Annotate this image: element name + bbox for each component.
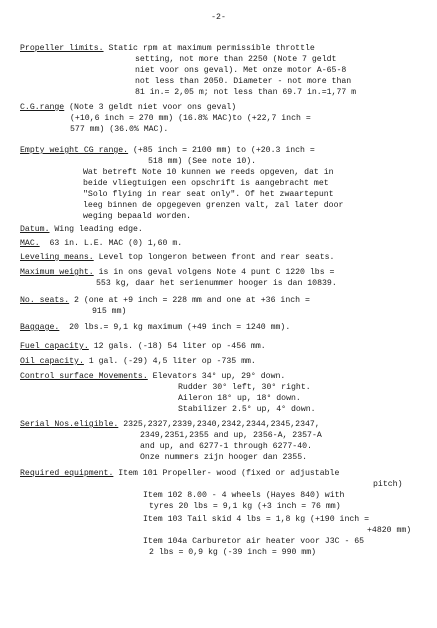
seats-label: No. seats. — [20, 296, 70, 305]
mac-label: MAC. — [20, 239, 40, 248]
seats-text: 2 (one at +9 inch = 228 mm and one at +36 inch = — [69, 296, 310, 305]
mac-line — [20, 239, 182, 249]
fuel-label: Fuel capacity. — [20, 342, 89, 351]
equipment-text: Item 101 Propeller- wood (fixed or adjustable — [113, 469, 340, 478]
control-text: Elevators 34° up, 29° down. — [147, 372, 286, 381]
max-weight-label: Maximum weight. — [20, 268, 94, 277]
equipment-line-3: Item 102 8.00 - 4 wheels (Hayes 840) with — [143, 491, 345, 500]
propeller-limits-line-1 — [20, 44, 315, 54]
propeller-limits-line-2: setting, not more than 2250 (Note 7 geldt — [135, 55, 337, 64]
datum-label: Datum. — [20, 225, 50, 234]
leveling-label: Leveling means. — [20, 253, 94, 262]
serial-line-3: and up, and 6277-1 through 6277-40. — [140, 442, 312, 451]
empty-weight-cg-label: Empty weight CG range. — [20, 146, 129, 155]
fuel-line — [20, 342, 266, 352]
empty-weight-cg-line-2: 518 mm) (See note 10). — [148, 157, 257, 166]
propeller-limits-label: Propeller limits. — [20, 44, 104, 53]
empty-weight-cg-text: (+85 inch = 2100 mm) to (+20.3 inch = — [128, 146, 315, 155]
serial-line-2: 2349,2351,2355 and up, 2356-A, 2357-A — [140, 431, 322, 440]
equipment-line-7: Item 104a Carburetor air heater voor J3C - 65 — [143, 537, 365, 546]
empty-weight-cg-line-3: Wat betreft Note 10 kunnen we reeds opgeven, dat in — [83, 168, 334, 177]
max-weight-line-1 — [20, 268, 334, 278]
cg-range-label: C.G.range — [20, 103, 65, 112]
equipment-line-8: 2 lbs = 0,9 kg (-39 inch = 990 mm) — [149, 548, 317, 557]
equipment-line-6: +4820 mm) — [367, 526, 412, 535]
control-line-1 — [20, 372, 285, 382]
baggage-text: 20 lbs.= 9,1 kg maximum (+49 inch = 1240 mm). — [59, 323, 291, 332]
page-number: -2- — [211, 13, 226, 22]
serial-line-4: Onze nummers zijn hooger dan 2355. — [140, 453, 308, 462]
equipment-line-5: Item 103 Tail skid 4 lbs = 1,8 kg (+190 inch = — [143, 515, 370, 524]
max-weight-text: is in ons geval volgens Note 4 punt C 1220 lbs = — [93, 268, 335, 277]
leveling-text: Level top longeron between front and rear seats. — [93, 253, 335, 262]
control-line-3: Aileron 18° up, 18° down. — [178, 394, 301, 403]
fuel-text: 12 gals. (-18) 54 liter op -456 mm. — [88, 342, 266, 351]
propeller-limits-line-4: not less than 2050. Diameter - not more than — [135, 77, 352, 86]
oil-line — [20, 357, 256, 367]
seats-line-2: 915 mm) — [92, 307, 127, 316]
control-line-2: Rudder 30° left, 30° right. — [178, 383, 311, 392]
datum-text: Wing leading edge. — [49, 225, 143, 234]
empty-weight-cg-line-1 — [20, 146, 315, 156]
cg-range-line-3: 577 mm) (36.0% MAC). — [70, 125, 169, 134]
cg-range-line-1 — [20, 103, 236, 113]
control-label: Control surface Movements. — [20, 372, 148, 381]
empty-weight-cg-line-6: leeg binnen de opgegeven grenzen valt, zal later door — [83, 201, 344, 210]
propeller-limits-text: Static rpm at maximum permissible throttle — [103, 44, 315, 53]
mac-text: 63 in. L.E. MAC (0) 1,60 m. — [39, 239, 183, 248]
serial-label: Serial Nos.eligible. — [20, 420, 119, 429]
baggage-line — [20, 323, 290, 333]
propeller-limits-line-5: 81 in.= 2,05 m; not less than 69.7 in.=1,77 m — [135, 88, 357, 97]
cg-range-line-2: (+10,6 inch = 270 mm) (16.8% MAC)to (+22,7 inch = — [70, 114, 311, 123]
propeller-limits-line-3: niet voor ons geval). Met onze motor A-65-8 — [135, 66, 347, 75]
datum-line — [20, 225, 143, 235]
oil-text: 1 gal. (-29) 4,5 liter op -735 mm. — [83, 357, 256, 366]
serial-line-1 — [20, 420, 320, 430]
cg-range-text: (Note 3 geldt niet voor ons geval) — [64, 103, 237, 112]
equipment-line-2: pitch) — [373, 480, 403, 489]
control-line-4: Stabilizer 2.5° up, 4° down. — [178, 405, 316, 414]
empty-weight-cg-line-4: beide vliegtuigen een opschrift is aangebracht met — [83, 179, 329, 188]
seats-line-1 — [20, 296, 310, 306]
equipment-label: Required equipment. — [20, 469, 114, 478]
equipment-line-1 — [20, 469, 339, 479]
serial-text: 2325,2327,2339,2340,2342,2344,2345,2347, — [118, 420, 320, 429]
oil-label: Oil capacity. — [20, 357, 84, 366]
baggage-label: Baggage. — [20, 323, 60, 332]
equipment-line-4: tyres 20 lbs = 9,1 kg (+3 inch = 76 mm) — [149, 502, 341, 511]
leveling-line — [20, 253, 334, 263]
max-weight-line-2: 553 kg, daar het serienummer hooger is dan 10839. — [96, 279, 337, 288]
empty-weight-cg-line-5: "Solo flying in rear seat only". Of het zwaartepunt — [83, 190, 334, 199]
empty-weight-cg-line-7: weging bepaald worden. — [83, 212, 192, 221]
